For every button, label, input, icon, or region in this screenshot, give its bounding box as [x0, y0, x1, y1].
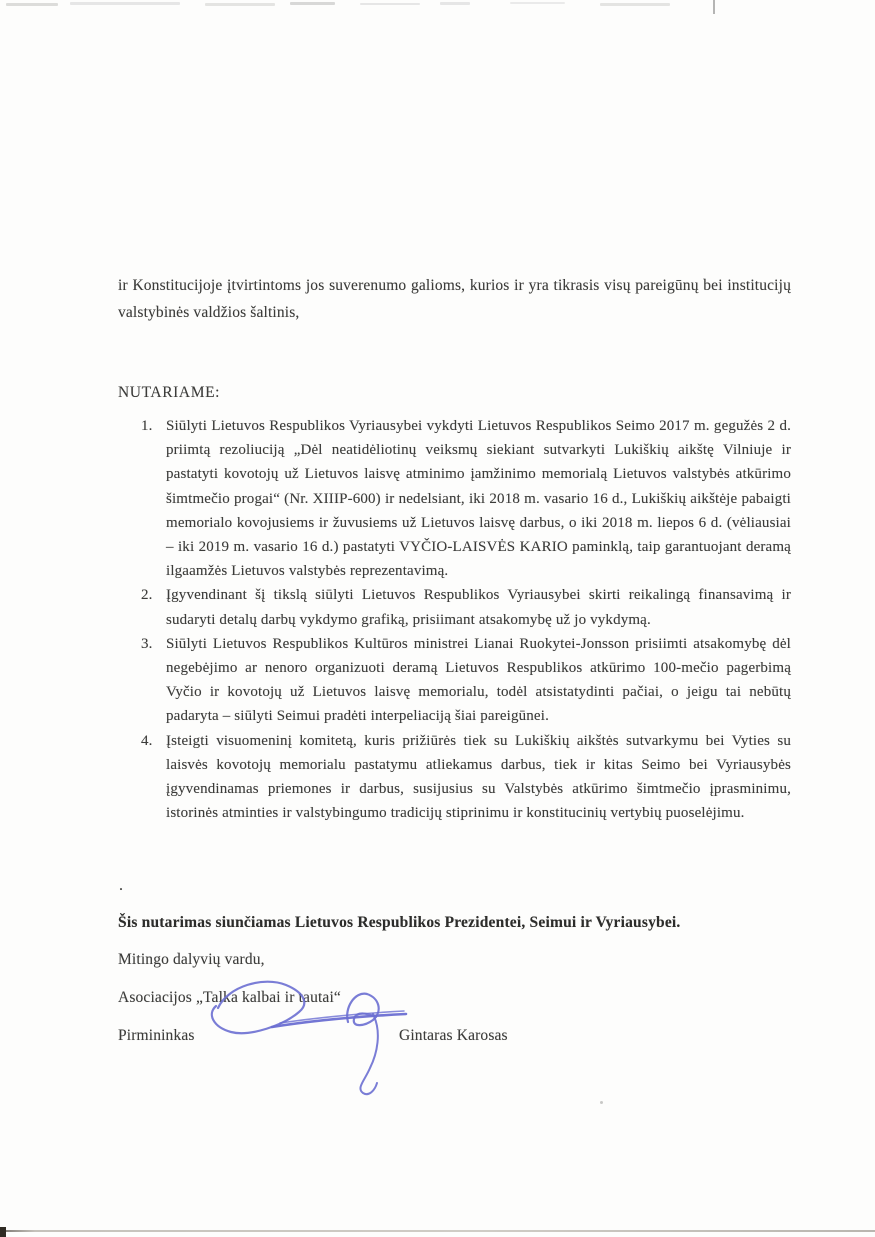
dispatch-note: Šis nutarimas siunčiamas Lietuvos Respublikos Prezidentei, Seimui ir Vyriausybei.: [118, 914, 681, 931]
signoff-on-behalf: Mitingo dalyvių vardu,: [118, 951, 265, 968]
scan-noise-fragment: [440, 2, 470, 5]
scan-noise-speck: [600, 1101, 603, 1104]
scan-noise-fragment: [290, 2, 335, 5]
resolution-item: [118, 632, 791, 729]
scan-noise-fragment: [360, 3, 420, 5]
signoff-title: Pirmininkas: [118, 1027, 195, 1044]
resolution-text: Siūlyti Lietuvos Respublikos Kultūros ministrei Lianai Ruokytei-Jonsson prisiimti atsakomybę dėl negebėjimo ar nenoro organizuoti deramą Lietuvos Respublikos atkūrimo 100-mečio pagerbimą Vyčio ir kovotojų už Lietuvos laisvę memorialu, todėl atsistatydinti pačiai, o jeigu tai nebūtų padaryta – siūlyti Seimui pradėti interpeliaciją šiai pareigūnei.: [166, 635, 791, 725]
scan-noise-fragment: [600, 3, 670, 6]
resolution-number: 4.: [141, 732, 153, 749]
resolution-heading: NUTARIAME:: [118, 384, 221, 401]
scan-noise-fragment: [205, 3, 275, 6]
scan-noise-tick: [713, 0, 715, 14]
resolution-number: 3.: [141, 635, 153, 652]
resolution-item: [118, 583, 791, 631]
intro-paragraph: ir Konstitucijoje įtvirtintoms jos suverenumo galioms, kurios ir yra tikrasis visų pareigūnų bei institucijų valstybinės valdžios šaltinis,: [118, 277, 791, 321]
resolution-text: Siūlyti Lietuvos Respublikos Vyriausybei vykdyti Lietuvos Respublikos Seimo 2017 m. gegužės 2 d. priimtą rezoliuciją „Dėl neatidėliotinų veiksmų siekiant sutvarkyti Lukiškių aikštę Vilniuje ir pastatyti kovotojų už Lietuvos laisvę atminimo įamžinimo memorialą Lietuvos valstybės atkūrimo šimtmečio progai“ (Nr. XIIIP-600) ir nedelsiant, iki 2018 m. vasario 16 d., Lukiškių aikštėje pabaigti memorialo kovojusiems ir žuvusiems už Lietuvos laisvę darbus, o iki 2018 m. liepos 6 d. (vėliausiai – iki 2019 m. vasario 16 d.) pastatyti VYČIO-LAISVĖS KARIO paminklą, taip garantuojant deramą ilgaamžės Lietuvos valstybės reprezentavimą.: [166, 418, 791, 580]
signature-image: [186, 964, 516, 1109]
scan-bottom-line: [0, 1230, 875, 1232]
scan-noise-fragment: [6, 3, 58, 6]
resolution-item: [118, 729, 791, 826]
resolution-item: [118, 414, 791, 583]
resolution-number: 2.: [141, 587, 153, 604]
resolution-number: 1.: [141, 418, 153, 434]
signoff-name: Gintaras Karosas: [399, 1027, 508, 1044]
scan-corner-mark: [0, 1227, 6, 1237]
scan-noise-fragment: [510, 2, 565, 4]
scan-noise-fragment: [70, 2, 180, 5]
resolution-text: Įgyvendinant šį tikslą siūlyti Lietuvos Respublikos Vyriausybei skirti reikalingą finansavimą ir sudaryti detalų darbų vykdymo grafiką, prisiimant atsakomybę už jo vykdymą.: [166, 587, 791, 628]
resolution-text: Įsteigti visuomeninį komitetą, kuris prižiūrės tiek su Lukiškių aikštės sutvarkymu bei Vyties su laisvės kovotojų memorialu pastatymu atliekamus darbus, tiek ir kitas Seimo bei Vyriausybės įgyvendinamas priemones ir darbus, susijusius su Valstybės atkūrimo šimtmečio įprasminimu, istorinės atminties ir valstybingumo tradicijų stiprinimu ir konstitucinių vertybių puoselėjimu.: [166, 732, 791, 822]
resolution-list: [118, 414, 791, 825]
signoff-organization: Asociacijos „Talka kalbai ir tautai“: [118, 989, 341, 1006]
stray-period-mark: .: [119, 877, 124, 894]
